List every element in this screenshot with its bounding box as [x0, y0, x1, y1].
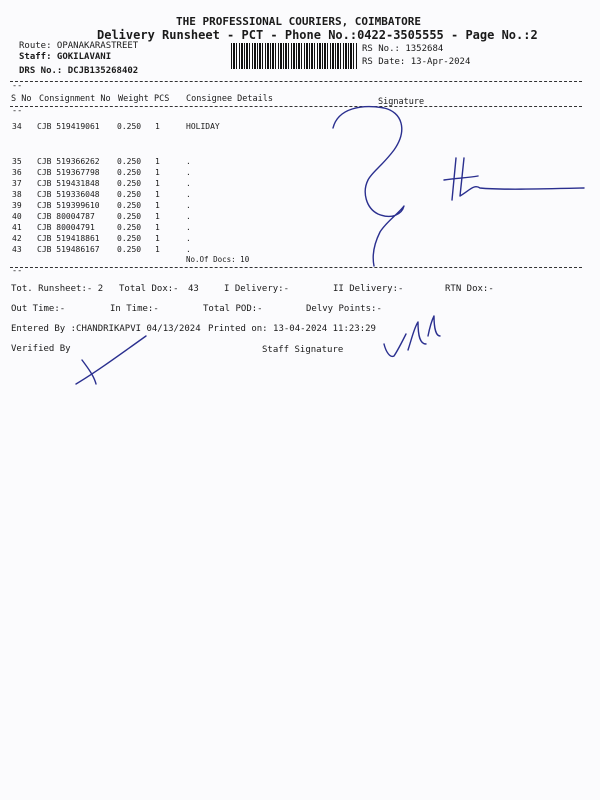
- i-delivery: I Delivery:-: [224, 284, 290, 294]
- row-details: .: [186, 245, 191, 254]
- row-pcs: 1: [155, 168, 160, 177]
- row-pcs: 1: [155, 223, 160, 232]
- row-pcs: 1: [155, 212, 160, 221]
- runsheet-title: Delivery Runsheet - PCT - Phone No.:0422-3505555 - Page No.:2: [97, 28, 538, 42]
- company-name: THE PROFESSIONAL COURIERS, COIMBATORE: [176, 15, 422, 28]
- row-details: .: [186, 212, 191, 221]
- total-dox-value: 43: [188, 284, 199, 294]
- row-sno: 41: [12, 223, 22, 232]
- row-sno: 42: [12, 234, 22, 243]
- handwritten-signature: [444, 158, 584, 200]
- col-pcs: PCS: [154, 94, 170, 104]
- row-weight: 0.250: [117, 234, 142, 243]
- row-sno: 38: [12, 190, 22, 199]
- rtn-dox: RTN Dox:-: [445, 284, 494, 294]
- row-weight: 0.250: [117, 157, 142, 166]
- row-consignment: CJB 519418861: [37, 234, 100, 243]
- row-consignment: CJB 80004787: [37, 212, 95, 221]
- row-details: .: [186, 179, 191, 188]
- row-consignment: CJB 519336048: [37, 190, 100, 199]
- row-consignment: CJB 519366262: [37, 157, 100, 166]
- printed-on: Printed on: 13-04-2024 11:23:29: [208, 324, 376, 334]
- col-weight: Weight: [118, 94, 149, 104]
- rs-date: RS Date: 13-Apr-2024: [362, 57, 471, 67]
- row-details: .: [186, 157, 191, 166]
- total-dox-label: Total Dox:-: [119, 284, 179, 294]
- separator-marker: --: [12, 81, 23, 91]
- rs-number: RS No.: 1352684: [362, 44, 444, 54]
- row-pcs: 1: [155, 234, 160, 243]
- row-sno: 36: [12, 168, 22, 177]
- route-label: Route: OPANAKARASTREET: [19, 41, 139, 51]
- ii-delivery: II Delivery:-: [333, 284, 404, 294]
- row-weight: 0.250: [117, 245, 142, 254]
- row-details: .: [186, 201, 191, 210]
- staff-label: Staff: GOKILAVANI: [19, 52, 112, 62]
- row-details: .: [186, 223, 191, 232]
- row-pcs: 1: [155, 179, 160, 188]
- out-time: Out Time:-: [11, 304, 66, 314]
- no-of-docs: No.Of Docs: 10: [186, 255, 250, 264]
- row-details: .: [186, 190, 191, 199]
- row-pcs: 1: [155, 201, 160, 210]
- row-details: .: [186, 168, 191, 177]
- row-sno: 34: [12, 122, 22, 131]
- separator-marker: --: [12, 106, 23, 116]
- col-sno: S No: [11, 94, 32, 104]
- handwritten-mark: [76, 336, 146, 384]
- drs-number: DRS No.: DCJB135268402: [19, 66, 139, 76]
- row-pcs: 1: [155, 157, 160, 166]
- row-details: .: [186, 234, 191, 243]
- col-consignee: Consignee Details: [186, 94, 273, 104]
- row-pcs: 1: [155, 245, 160, 254]
- row-consignment: CJB 519486167: [37, 245, 100, 254]
- delvy-points: Delvy Points:-: [306, 304, 382, 314]
- col-consignment: Consignment No: [39, 94, 111, 104]
- row-sno: 37: [12, 179, 22, 188]
- verified-by: Verified By: [11, 344, 71, 354]
- handwritten-signature: [384, 316, 440, 356]
- row-weight: 0.250: [117, 201, 142, 210]
- row-details: HOLIDAY: [186, 122, 220, 131]
- separator-marker: --: [12, 266, 23, 276]
- row-pcs: 1: [155, 190, 160, 199]
- total-pod: Total POD:-: [203, 304, 263, 314]
- row-weight: 0.250: [117, 168, 142, 177]
- staff-signature-label: Staff Signature: [262, 345, 344, 355]
- row-sno: 35: [12, 157, 22, 166]
- handwritten-mark: [333, 107, 404, 266]
- row-consignment: CJB 80004791: [37, 223, 95, 232]
- row-consignment: CJB 519367798: [37, 168, 100, 177]
- row-consignment: CJB 519431848: [37, 179, 100, 188]
- row-sno: 40: [12, 212, 22, 221]
- row-consignment: CJB 519399610: [37, 201, 100, 210]
- row-consignment: CJB 519419061: [37, 122, 100, 131]
- row-weight: 0.250: [117, 212, 142, 221]
- col-signature: Signature: [378, 97, 425, 107]
- tot-runsheet: Tot. Runsheet:- 2: [11, 284, 104, 294]
- row-weight: 0.250: [117, 190, 142, 199]
- row-weight: 0.250: [117, 179, 142, 188]
- entered-by: Entered By :CHANDRIKAPVI 04/13/2024: [11, 324, 201, 334]
- row-pcs: 1: [155, 122, 160, 131]
- row-sno: 39: [12, 201, 22, 210]
- in-time: In Time:-: [110, 304, 159, 314]
- row-weight: 0.250: [117, 223, 142, 232]
- row-weight: 0.250: [117, 122, 142, 131]
- row-sno: 43: [12, 245, 22, 254]
